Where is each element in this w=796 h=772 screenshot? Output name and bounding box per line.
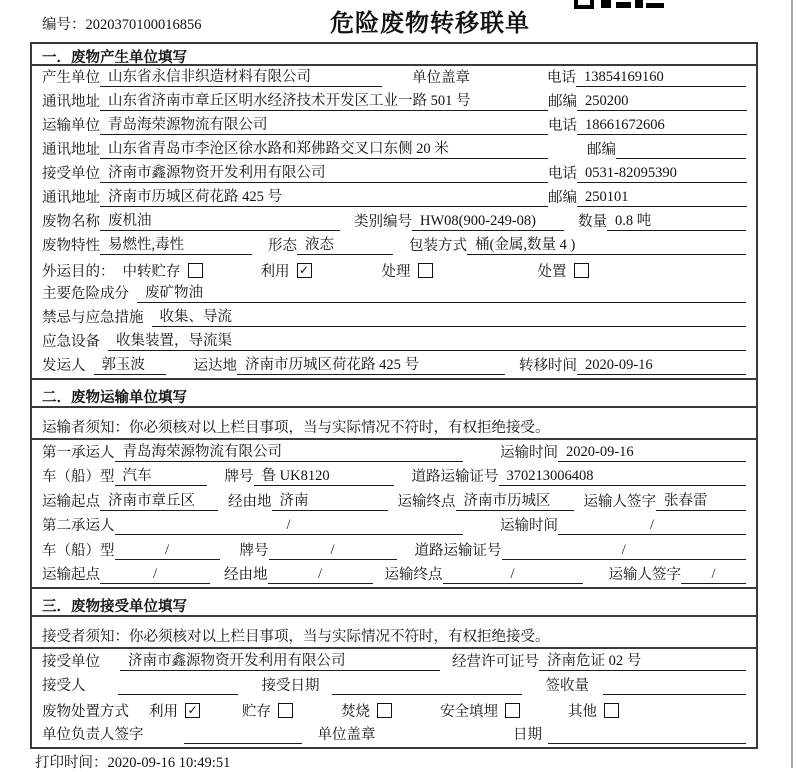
row-first-carrier bbox=[32, 440, 756, 465]
checkbox-icon bbox=[604, 703, 619, 718]
zip-value: 250101 bbox=[577, 189, 747, 207]
address-value: 济南市历城区荷花路 425 号 bbox=[100, 185, 548, 207]
zip-label: 邮编 bbox=[587, 142, 616, 158]
receive-date-value bbox=[332, 694, 522, 695]
category-value: HW08(900-249-08) bbox=[412, 213, 564, 231]
end-value: 济南市历城区 bbox=[456, 489, 574, 511]
row-receive-unit bbox=[32, 162, 756, 186]
transport-unit-label: 运输单位 bbox=[42, 118, 100, 134]
row-waste-character bbox=[32, 234, 756, 258]
receiver-label: 接受人 bbox=[42, 678, 86, 694]
qr-block bbox=[646, 3, 664, 8]
checkbox-icon bbox=[574, 263, 589, 278]
phone-label: 电话 bbox=[547, 70, 576, 86]
transfer-time-label: 转移时间 bbox=[519, 358, 577, 374]
purpose-option-use bbox=[261, 260, 312, 281]
plate-label: 牌号 bbox=[239, 542, 269, 559]
unit-seal-label: 单位盖章 bbox=[412, 70, 470, 86]
form-value: 液态 bbox=[297, 233, 393, 255]
address-label: 通讯地址 bbox=[42, 190, 100, 206]
section3-header: 三．废物接受单位填写 bbox=[32, 587, 756, 617]
address-value: 山东省济南市章丘区明水经济技术开发区工业一路 501 号 bbox=[100, 89, 548, 111]
option-label: 其他 bbox=[568, 703, 597, 720]
carrier1-value: 青岛海荣源物流有限公司 bbox=[115, 440, 463, 462]
character-value: 易燃性,毒性 bbox=[100, 233, 252, 255]
emergency-label: 禁忌与应急措施 bbox=[42, 310, 144, 326]
carrier-sign-value: 张春雷 bbox=[656, 489, 746, 511]
row-route-1 bbox=[32, 489, 756, 514]
road-license-label: 道路运输证号 bbox=[414, 542, 502, 559]
transport-time-value: / bbox=[558, 517, 746, 535]
row-manager-sign bbox=[32, 723, 756, 748]
phone-value: 18661672606 bbox=[577, 117, 747, 135]
row-shipper bbox=[32, 354, 756, 378]
manager-sign-value bbox=[184, 743, 302, 744]
road-license-value: 370213006408 bbox=[499, 468, 747, 486]
waste-name-label: 废物名称 bbox=[42, 214, 100, 230]
qr-block bbox=[635, 0, 643, 8]
end-label: 运输终点 bbox=[397, 493, 456, 510]
hazard-value: 废矿物油 bbox=[137, 281, 746, 303]
checkbox-icon: ✓ bbox=[185, 703, 200, 718]
disposal-label: 废物处置方式 bbox=[42, 703, 129, 720]
checkbox-icon bbox=[377, 703, 392, 718]
print-time: 打印时间：2020-09-16 10:49:51 bbox=[35, 755, 231, 771]
row-produce-address bbox=[32, 90, 756, 114]
row-vehicle-2 bbox=[32, 538, 756, 563]
plate-label: 牌号 bbox=[224, 469, 254, 485]
produce-unit-value: 山东省永信非织造材料有限公司 bbox=[100, 65, 382, 87]
road-license-value: / bbox=[502, 542, 747, 560]
row-emergency-measures bbox=[32, 306, 756, 330]
zip-label: 邮编 bbox=[548, 190, 577, 206]
receiver-value bbox=[118, 694, 238, 695]
manager-sign-label: 单位负责人签字 bbox=[42, 727, 144, 743]
destination-label: 运达地 bbox=[193, 358, 237, 374]
page-title: 危险废物转移联单 bbox=[330, 10, 530, 37]
vehicle-type-label: 车（船）型 bbox=[42, 469, 115, 485]
origin-value: 济南市章丘区 bbox=[100, 489, 218, 511]
doc-number-line bbox=[42, 13, 202, 34]
option-label: 利用 bbox=[260, 263, 290, 280]
quantity-value: 0.8 吨 bbox=[607, 209, 746, 231]
phone-label: 电话 bbox=[548, 118, 577, 134]
qr-block bbox=[616, 2, 631, 8]
row-hazard-component bbox=[32, 282, 756, 306]
receive-unit-label: 接受单位 bbox=[42, 166, 100, 182]
transfer-form-table bbox=[30, 42, 758, 749]
unit-seal-label: 单位盖章 bbox=[317, 727, 376, 743]
vehicle-type-value: 汽车 bbox=[115, 464, 207, 486]
page-edge-line bbox=[791, 0, 793, 768]
emergency-value: 收集、导流 bbox=[152, 305, 747, 327]
row-receiver bbox=[32, 674, 756, 699]
option-label: 中转贮存 bbox=[122, 263, 181, 280]
end-label: 运输终点 bbox=[384, 567, 443, 583]
section2-header: 二．废物运输单位填写 bbox=[32, 378, 756, 408]
carrier-sign-value: / bbox=[681, 566, 746, 584]
equipment-value: 收集装置，导流渠 bbox=[108, 329, 746, 351]
via-value: / bbox=[268, 566, 373, 584]
address-value: 山东省青岛市李沧区徐水路和郑佛路交叉口东侧 20 米 bbox=[100, 137, 548, 159]
end-value: / bbox=[443, 566, 583, 584]
disposal-option-other bbox=[568, 700, 619, 721]
section1-header: 一．废物产生单位填写 bbox=[32, 44, 756, 66]
address-label: 通讯地址 bbox=[42, 142, 100, 158]
produce-unit-label: 产生单位 bbox=[42, 70, 100, 86]
option-label: 处理 bbox=[381, 263, 411, 280]
zip-value bbox=[616, 158, 746, 159]
via-label: 经由地 bbox=[224, 567, 268, 583]
purpose-option-dispose bbox=[538, 260, 589, 281]
qr-code-fragment-icon bbox=[574, 0, 664, 9]
row-emergency-equipment bbox=[32, 330, 756, 354]
quantity-label: 数量 bbox=[578, 214, 607, 230]
transport-time-value: 2020-09-16 bbox=[558, 444, 746, 462]
row-produce-unit bbox=[32, 66, 756, 90]
qr-block bbox=[601, 0, 611, 8]
vehicle-type-label: 车（船）型 bbox=[42, 542, 115, 559]
disposal-option-landfill bbox=[440, 700, 520, 721]
received-qty-label: 签收量 bbox=[545, 678, 589, 694]
purpose-label: 外运目的： bbox=[42, 263, 115, 280]
via-value: 济南 bbox=[272, 489, 388, 511]
road-license-label: 道路运输证号 bbox=[411, 469, 499, 485]
option-label: 处置 bbox=[537, 263, 567, 280]
phone-label: 电话 bbox=[548, 166, 577, 182]
qr-block bbox=[574, 0, 594, 9]
row-second-carrier bbox=[32, 514, 756, 539]
permit-label: 经营许可证号 bbox=[452, 653, 539, 670]
address-label: 通讯地址 bbox=[42, 94, 100, 110]
section2-body bbox=[32, 408, 756, 587]
receiver-notice: 接受者须知：你必须核对以上栏目事项，当与实际情况不符时，有权拒绝接受。 bbox=[32, 617, 756, 649]
package-label: 包装方式 bbox=[409, 238, 467, 254]
checkbox-icon: ✓ bbox=[297, 263, 312, 278]
row-disposal-method bbox=[32, 698, 756, 723]
receive-unit-value: 济南市鑫源物资开发利用有限公司 bbox=[100, 161, 548, 183]
receive-unit-label: 接受单位 bbox=[42, 653, 100, 670]
plate-value: / bbox=[269, 542, 397, 560]
row-receive-unit-3 bbox=[32, 649, 756, 674]
origin-label: 运输起点 bbox=[42, 493, 100, 510]
row-waste-name bbox=[32, 210, 756, 234]
character-label: 废物特性 bbox=[42, 238, 100, 254]
row-transfer-purpose bbox=[32, 258, 756, 282]
zip-value: 250200 bbox=[577, 93, 747, 111]
shipper-value: 郭玉波 bbox=[94, 353, 166, 375]
carrier-sign-label: 运输人签字 bbox=[608, 567, 681, 583]
option-label: 利用 bbox=[149, 703, 178, 720]
purpose-option-storage bbox=[123, 260, 203, 281]
origin-label: 运输起点 bbox=[42, 567, 100, 583]
doc-number-label: 编号： bbox=[42, 17, 86, 33]
destination-value: 济南市历城区荷花路 425 号 bbox=[237, 353, 505, 375]
transport-time-label: 运输时间 bbox=[500, 518, 558, 534]
row-receive-address bbox=[32, 186, 756, 210]
equipment-label: 应急设备 bbox=[42, 334, 100, 350]
date-label: 日期 bbox=[513, 727, 542, 743]
carrier2-label: 第二承运人 bbox=[42, 518, 115, 534]
package-value: 桶(金属,数量 4 ) bbox=[467, 233, 746, 255]
received-qty-value bbox=[603, 694, 746, 695]
transfer-time-value: 2020-09-16 bbox=[577, 357, 746, 375]
transport-time-label: 运输时间 bbox=[500, 444, 558, 461]
checkbox-icon bbox=[505, 703, 520, 718]
receive-date-label: 接受日期 bbox=[261, 678, 320, 694]
carrier2-value: / bbox=[115, 517, 463, 535]
row-route-2 bbox=[32, 563, 756, 588]
checkbox-icon bbox=[188, 263, 203, 278]
receive-unit-value: 济南市鑫源物资开发利用有限公司 bbox=[120, 649, 440, 671]
phone-value: 13854169160 bbox=[576, 69, 746, 87]
disposal-option-store bbox=[242, 700, 293, 721]
origin-value: / bbox=[100, 566, 210, 584]
date-value bbox=[548, 743, 746, 744]
transport-unit-value: 青岛海荣源物流有限公司 bbox=[100, 113, 548, 135]
section3-body bbox=[32, 617, 756, 747]
vehicle-type-value: / bbox=[115, 542, 220, 560]
form-label: 形态 bbox=[268, 238, 297, 254]
hazard-label: 主要危险成分 bbox=[42, 286, 129, 302]
zip-label: 邮编 bbox=[548, 94, 577, 110]
row-transport-address bbox=[32, 138, 756, 162]
category-label: 类别编号 bbox=[354, 214, 412, 230]
plate-value: 鲁 UK8120 bbox=[254, 464, 394, 486]
waste-name-value: 废机油 bbox=[100, 209, 340, 231]
carrier-notice: 运输者须知：你必须核对以上栏目事项，当与实际情况不符时，有权拒绝接受。 bbox=[32, 408, 756, 440]
disposal-option-burn bbox=[341, 700, 392, 721]
carrier-sign-label: 运输人签字 bbox=[583, 493, 656, 510]
checkbox-icon bbox=[418, 263, 433, 278]
checkbox-icon bbox=[278, 703, 293, 718]
doc-number-value: 2020370100016856 bbox=[85, 17, 202, 33]
option-label: 贮存 bbox=[242, 703, 271, 720]
option-label: 焚烧 bbox=[341, 703, 370, 720]
carrier1-label: 第一承运人 bbox=[42, 444, 115, 461]
phone-value: 0531-82095390 bbox=[577, 165, 747, 183]
option-label: 安全填埋 bbox=[440, 703, 498, 720]
shipper-label: 发运人 bbox=[42, 358, 86, 374]
via-label: 经由地 bbox=[228, 493, 272, 510]
row-transport-unit bbox=[32, 114, 756, 138]
purpose-option-treat bbox=[382, 260, 433, 281]
section1-body bbox=[32, 66, 756, 378]
row-vehicle-1 bbox=[32, 465, 756, 490]
disposal-option-use bbox=[149, 700, 200, 721]
permit-value: 济南危证 02 号 bbox=[539, 649, 746, 671]
